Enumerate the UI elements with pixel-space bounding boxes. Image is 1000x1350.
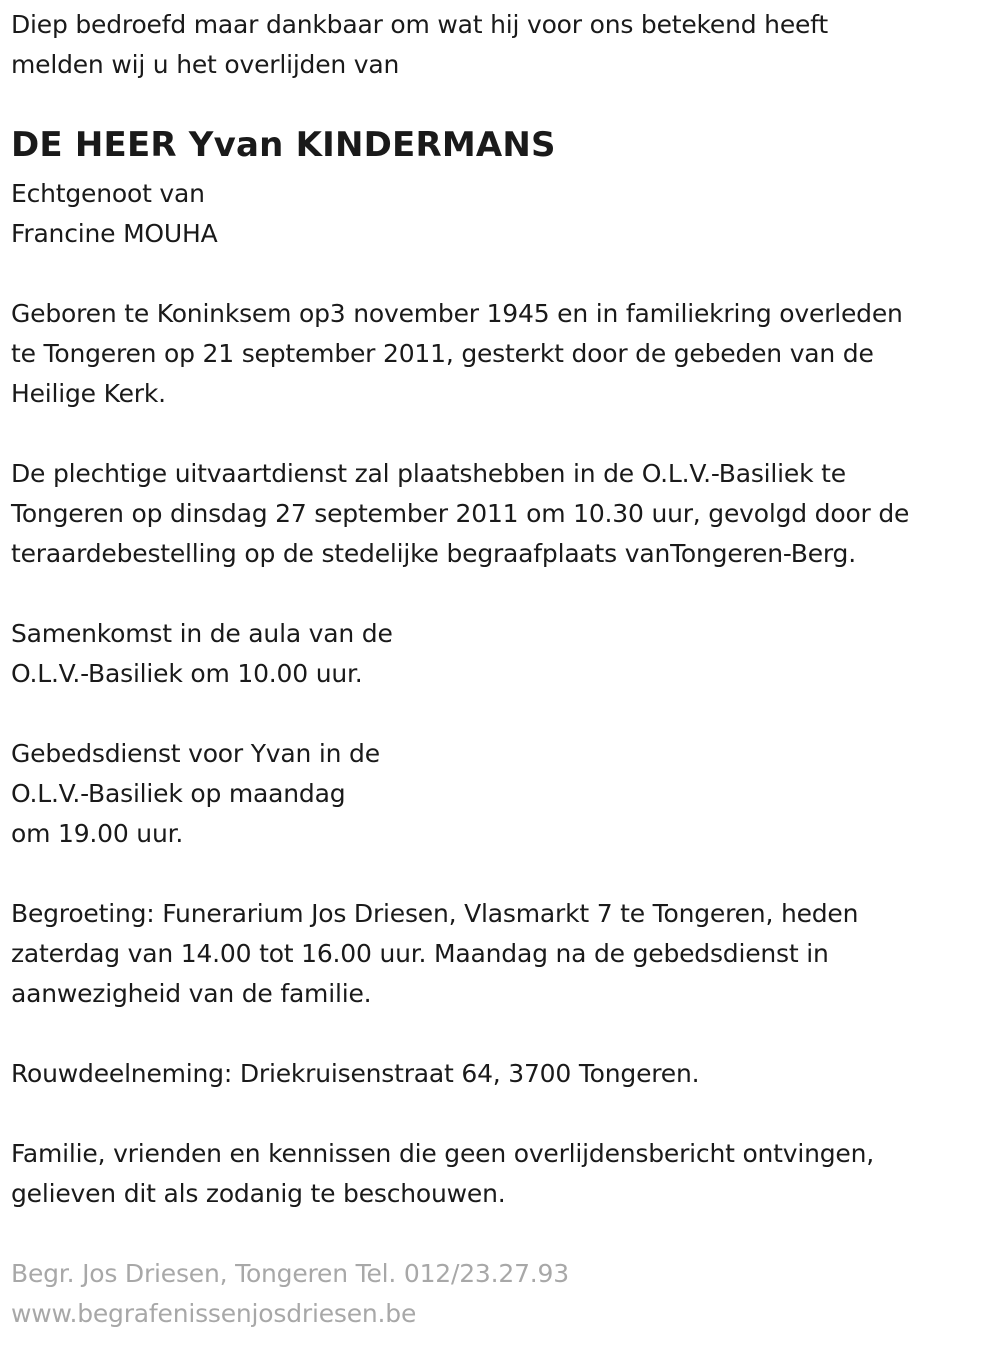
funeral-paragraph: [11, 454, 986, 574]
spouse-line: Francine MOUHA: [11, 219, 218, 248]
notice-paragraph: [11, 1134, 986, 1214]
prayer-line: O.L.V.-Basiliek op maandag: [11, 779, 346, 808]
funeral-line: teraardebestelling op de stedelijke begraafplaats vanTongeren-Berg.: [11, 539, 856, 568]
funeral-home-contact: Begr. Jos Driesen, Tongeren Tel. 012/23.27.93: [11, 1259, 569, 1288]
deceased-name: DE HEER Yvan KINDERMANS: [11, 125, 556, 165]
funeral-line: De plechtige uitvaartdienst zal plaatshebben in de O.L.V.-Basiliek te: [11, 459, 846, 488]
deceased-name-block: [11, 123, 986, 167]
prayer-line: om 19.00 uur.: [11, 819, 184, 848]
gathering-line: Samenkomst in de aula van de: [11, 619, 393, 648]
funeral-home-website: www.begrafenissenjosdriesen.be: [11, 1299, 417, 1328]
funeral-line: Tongeren op dinsdag 27 september 2011 om 10.30 uur, gevolgd door de: [11, 499, 910, 528]
greeting-line: Begroeting: Funerarium Jos Driesen, Vlasmarkt 7 te Tongeren, heden: [11, 899, 859, 928]
prayer-line: Gebedsdienst voor Yvan in de: [11, 739, 380, 768]
birth-line: Heilige Kerk.: [11, 379, 166, 408]
notice-line: Familie, vrienden en kennissen die geen overlijdensbericht ontvingen,: [11, 1139, 875, 1168]
greeting-line: aanwezigheid van de familie.: [11, 979, 372, 1008]
funeral-home-footer: [11, 1254, 986, 1334]
intro-line: melden wij u het overlijden van: [11, 50, 400, 79]
birth-paragraph: [11, 294, 986, 414]
spouse-paragraph: [11, 174, 986, 254]
greeting-paragraph: [11, 894, 986, 1014]
condolences-paragraph: [11, 1054, 986, 1094]
prayer-paragraph: [11, 734, 986, 854]
spouse-line: Echtgenoot van: [11, 179, 205, 208]
gathering-line: O.L.V.-Basiliek om 10.00 uur.: [11, 659, 363, 688]
gathering-paragraph: [11, 614, 986, 694]
notice-line: gelieven dit als zodanig te beschouwen.: [11, 1179, 506, 1208]
condolences-line: Rouwdeelneming: Driekruisenstraat 64, 3700 Tongeren.: [11, 1059, 700, 1088]
birth-line: Geboren te Koninksem op3 november 1945 en in familiekring overleden: [11, 299, 903, 328]
birth-line: te Tongeren op 21 september 2011, gesterkt door de gebeden van de: [11, 339, 874, 368]
intro-paragraph: [11, 5, 986, 85]
greeting-line: zaterdag van 14.00 tot 16.00 uur. Maandag na de gebedsdienst in: [11, 939, 829, 968]
intro-line: Diep bedroefd maar dankbaar om wat hij voor ons betekend heeft: [11, 10, 828, 39]
